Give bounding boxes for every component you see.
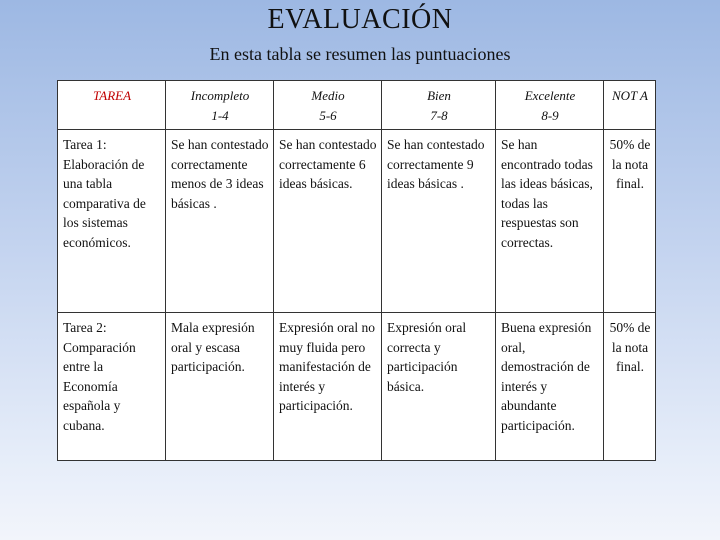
header-label: Excelente: [524, 88, 576, 103]
cell-excelente: Buena expresión oral, demostración de interés y abundante participación.: [496, 313, 604, 461]
page-subtitle: En esta tabla se resumen las puntuaciones: [209, 44, 511, 64]
cell-task: Tarea 1: Elaboración de una tabla comparativa de los sistemas económicos.: [58, 130, 166, 313]
header-bien: [382, 81, 496, 130]
header-range: 8-9: [541, 107, 559, 123]
cell-bien: Expresión oral correcta y participación básica.: [382, 313, 496, 461]
table-header-row: [58, 81, 656, 130]
header-incompleto: [166, 81, 274, 130]
cell-nota: 50% de la nota final.: [604, 130, 656, 313]
cell-incompleto: Mala expresión oral y escasa participación.: [166, 313, 274, 461]
header-excelente: [496, 81, 604, 130]
cell-task: Tarea 2: Comparación entre la Economía española y cubana.: [58, 313, 166, 461]
header-label: Medio: [311, 88, 345, 103]
header-label: NOT A: [611, 88, 648, 103]
header-nota: [604, 81, 656, 130]
cell-bien: Se han contestado correctamente 9 ideas básicas .: [382, 130, 496, 313]
cell-medio: Expresión oral no muy fluida pero manifestación de interés y participación.: [274, 313, 382, 461]
header-medio: [274, 81, 382, 130]
header-tarea: [58, 81, 166, 130]
cell-nota: 50% de la nota final.: [604, 313, 656, 461]
header-label: Incompleto: [190, 88, 250, 103]
table-row: [58, 313, 656, 461]
header-range: 1-4: [211, 107, 229, 123]
evaluation-table: [57, 80, 656, 461]
header-label: TAREA: [92, 88, 132, 103]
cell-medio: Se han contestado correctamente 6 ideas básicas.: [274, 130, 382, 313]
table-row: [58, 130, 656, 313]
header-label: Bien: [427, 88, 451, 103]
cell-incompleto: Se han contestado correctamente menos de 3 ideas básicas .: [166, 130, 274, 313]
page-title: EVALUACIÓN: [267, 4, 453, 35]
header-range: 5-6: [319, 107, 337, 123]
cell-excelente: Se han encontrado todas las ideas básicas, todas las respuestas son correctas.: [496, 130, 604, 313]
header-range: 7-8: [430, 107, 448, 123]
